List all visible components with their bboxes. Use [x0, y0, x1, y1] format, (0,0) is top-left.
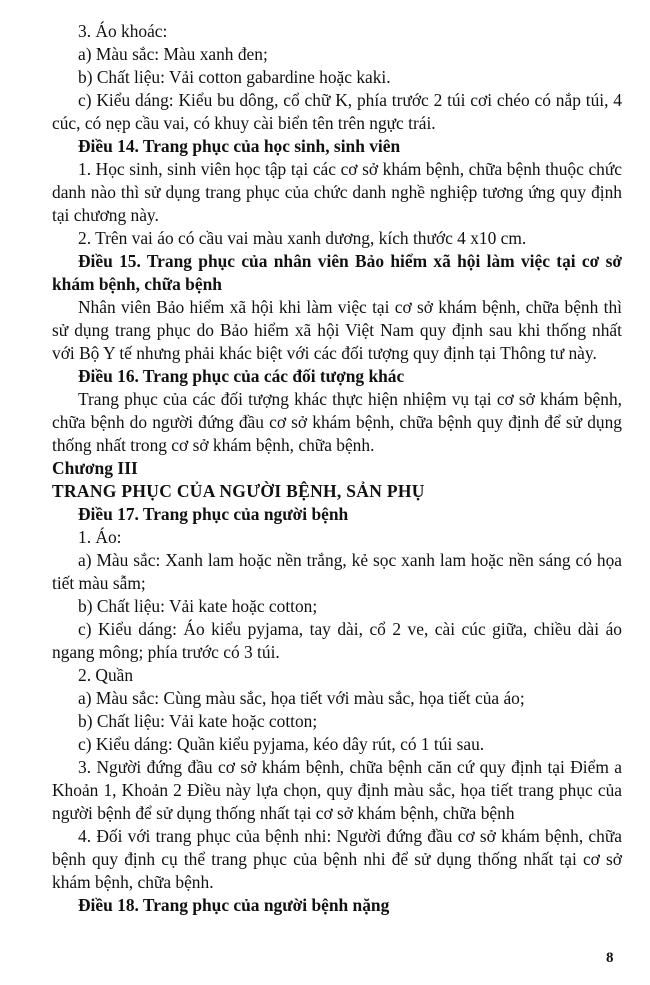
- paragraph: 2. Trên vai áo có cầu vai màu xanh dương, kích thước 4 x10 cm.: [78, 228, 527, 248]
- paragraph: 4. Đối với trang phục của bệnh nhi: Người đứng đầu cơ sở khám bệnh, chữa bệnh quy định cụ thể trang phục của bệnh nhi để sử dụng thống nhất tại cơ sở khám bệnh, chữa bệnh.: [52, 826, 622, 892]
- paragraph: b) Chất liệu: Vải kate hoặc cotton;: [78, 711, 318, 731]
- article-heading-14: Điều 14. Trang phục của học sinh, sinh viên: [78, 136, 401, 156]
- paragraph: Nhân viên Bảo hiểm xã hội khi làm việc tại cơ sở khám bệnh, chữa bệnh thì sử dụng trang phục do Bảo hiểm xã hội Việt Nam quy định sau khi thống nhất với Bộ Y tế nhưng phải khác biệt với các đối tượng quy định tại Thông tư này.: [52, 297, 622, 363]
- article-heading-16: Điều 16. Trang phục của các đối tượng khác: [78, 366, 405, 386]
- paragraph: Trang phục của các đối tượng khác thực hiện nhiệm vụ tại cơ sở khám bệnh, chữa bệnh do người đứng đầu cơ sở khám bệnh, chữa bệnh quy định để sử dụng thống nhất trong cơ sở khám bệnh, chữa bệnh.: [52, 389, 622, 455]
- paragraph: c) Kiểu dáng: Quần kiểu pyjama, kéo dây rút, có 1 túi sau.: [78, 734, 485, 754]
- paragraph: 1. Áo:: [78, 527, 122, 547]
- paragraph: 2. Quần: [78, 665, 134, 685]
- paragraph: 3. Áo khoác:: [78, 21, 168, 41]
- chapter-title: TRANG PHỤC CỦA NGƯỜI BỆNH, SẢN PHỤ: [52, 481, 425, 501]
- article-heading-15: Điều 15. Trang phục của nhân viên Bảo hiểm xã hội làm việc tại cơ sở khám bệnh, chữa bệnh: [52, 251, 622, 294]
- paragraph: a) Màu sắc: Cùng màu sắc, họa tiết với màu sắc, họa tiết của áo;: [78, 688, 525, 708]
- paragraph: c) Kiểu dáng: Áo kiểu pyjama, tay dài, cổ 2 ve, cài cúc giữa, chiều dài áo ngang mông; phía trước có 3 túi.: [52, 619, 622, 662]
- paragraph: b) Chất liệu: Vải cotton gabardine hoặc kaki.: [78, 67, 391, 87]
- document-body: [52, 20, 622, 917]
- paragraph: a) Màu sắc: Xanh lam hoặc nền trắng, kẻ sọc xanh lam hoặc nền sáng có họa tiết màu sẫm;: [52, 550, 622, 593]
- chapter-number: Chương III: [52, 458, 138, 478]
- paragraph: 1. Học sinh, sinh viên học tập tại các cơ sở khám bệnh, chữa bệnh thuộc chức danh nào thì sử dụng trang phục của chức danh nghề nghiệp tương ứng quy định tại chương này.: [52, 159, 622, 225]
- paragraph: c) Kiểu dáng: Kiểu bu dông, cổ chữ K, phía trước 2 túi cơi chéo có nắp túi, 4 cúc, có nẹp cầu vai, có khuy cài biển tên trên ngực trái.: [52, 90, 622, 133]
- paragraph: 3. Người đứng đầu cơ sở khám bệnh, chữa bệnh căn cứ quy định tại Điểm a Khoản 1, Khoản 2 Điều này lựa chọn, quy định màu sắc, họa tiết trang phục của người bệnh để sử dụng thống nhất tại cơ sở khám bệnh, chữa bệnh: [52, 757, 622, 823]
- paragraph: a) Màu sắc: Màu xanh đen;: [78, 44, 268, 64]
- article-heading-18: Điều 18. Trang phục của người bệnh nặng: [78, 895, 390, 915]
- paragraph: b) Chất liệu: Vải kate hoặc cotton;: [78, 596, 318, 616]
- page-number: 8: [606, 950, 614, 966]
- article-heading-17: Điều 17. Trang phục của người bệnh: [78, 504, 349, 524]
